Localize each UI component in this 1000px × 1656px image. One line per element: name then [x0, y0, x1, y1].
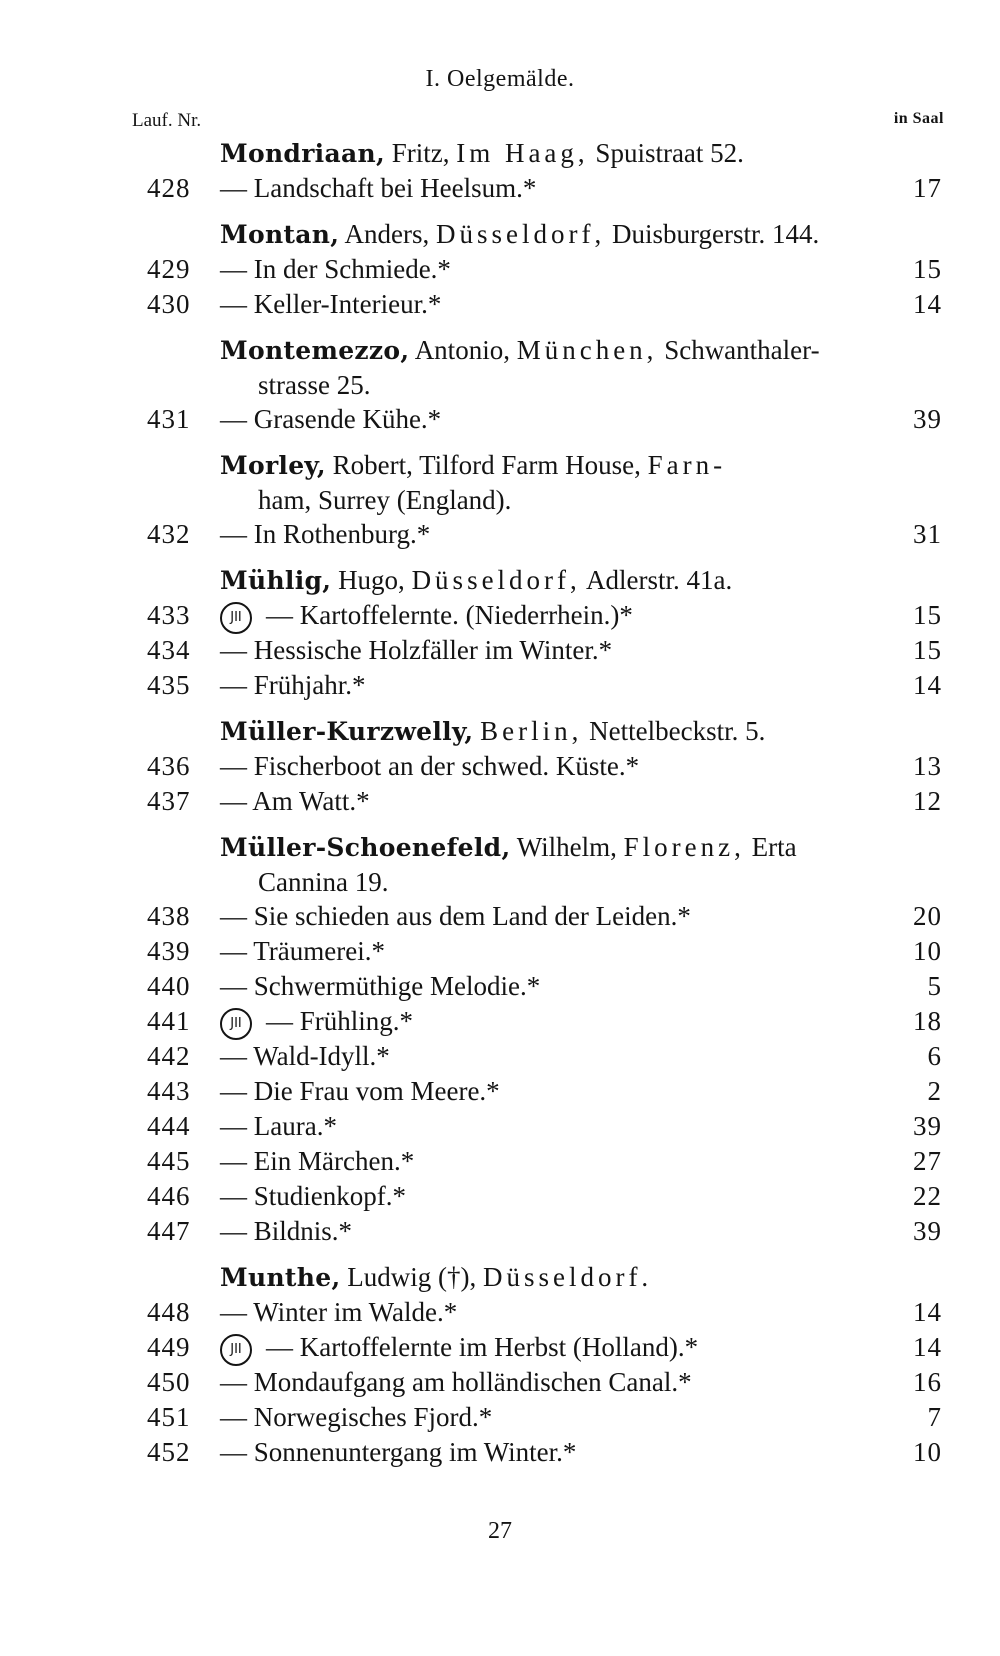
artist-heading [220, 830, 920, 899]
work-title-text: — Studienkopf.* [220, 1181, 406, 1211]
column-header-number: Lauf. Nr. [132, 110, 202, 131]
work-title [220, 171, 536, 206]
artist-entry [0, 136, 1000, 206]
work-title [220, 517, 430, 552]
work-title [220, 934, 385, 969]
catalog-number: 447 [147, 1216, 191, 1246]
catalog-row [0, 1004, 1000, 1039]
catalog-number: 435 [147, 670, 191, 700]
catalog-row [0, 1295, 1000, 1330]
catalog-number: 442 [147, 1041, 191, 1071]
work-title-text: — Fischerboot an der schwed. Küste.* [220, 751, 640, 781]
artist-address: Adlerstr. 41a. [580, 565, 733, 595]
work-title [220, 1144, 414, 1179]
catalog-number: 429 [147, 254, 191, 284]
artist-name: Munthe, [220, 1263, 341, 1292]
hall-number: 13 [913, 751, 942, 781]
work-title [220, 1365, 692, 1400]
artist-address: Düsseldorf. [482, 1262, 653, 1292]
artist-address: Duisburgerstr. 144. [605, 219, 820, 249]
artist-address-continued: ham, Surrey (England). [258, 485, 512, 515]
work-title [220, 749, 639, 784]
work-title [220, 969, 540, 1004]
hall-number: 6 [927, 1041, 942, 1071]
artist-address: Düsseldorf, [411, 565, 581, 595]
catalog-number: 428 [147, 173, 191, 203]
work-title [220, 1004, 413, 1040]
artist-heading [220, 448, 920, 517]
artist-address: Schwanthaler- [657, 335, 820, 365]
work-title [220, 402, 441, 437]
catalog-row [0, 1144, 1000, 1179]
catalog-row [0, 749, 1000, 784]
work-title [220, 1179, 406, 1214]
catalog-number: 434 [147, 635, 191, 665]
catalog-number: 449 [147, 1332, 191, 1362]
catalog-row [0, 1330, 1000, 1365]
catalog-row [0, 1365, 1000, 1400]
artist-entry [0, 714, 1000, 819]
work-title-text: — Sonnenuntergang im Winter.* [220, 1437, 577, 1467]
artist-address: Düsseldorf, [436, 219, 606, 249]
hall-number: 18 [913, 1006, 942, 1036]
artist-address: Im Haag, [456, 138, 589, 168]
catalog-number: 444 [147, 1111, 191, 1141]
work-title-text: — Schwermüthige Melodie.* [220, 971, 541, 1001]
artist-address: München, [516, 335, 658, 365]
artist-entry [0, 448, 1000, 552]
artist-name: Müller-Kurzwelly, [220, 717, 474, 746]
catalog-row [0, 517, 1000, 552]
hall-number: 27 [913, 1146, 942, 1176]
artist-name: Morley, [220, 451, 326, 480]
work-title [220, 1295, 457, 1330]
catalog-row [0, 171, 1000, 206]
hall-number: 12 [913, 786, 942, 816]
catalog-row [0, 668, 1000, 703]
artist-heading [220, 714, 920, 749]
work-title [220, 633, 612, 668]
work-title-text: — Träumerei.* [220, 936, 385, 966]
work-title-text: — Ein Märchen.* [220, 1146, 415, 1176]
artist-address: Antonio, [414, 335, 517, 365]
catalog-number: 430 [147, 289, 191, 319]
catalog-row [0, 1179, 1000, 1214]
work-title [220, 1109, 337, 1144]
work-title-text: — Kartoffelernte. (Niederrhein.)* [266, 600, 633, 630]
artist-entry [0, 217, 1000, 322]
artist-name: Montan, [220, 220, 340, 249]
work-title [220, 668, 366, 703]
work-title-text: — Landschaft bei Heelsum.* [220, 173, 537, 203]
catalog-row [0, 1400, 1000, 1435]
catalog-number: 432 [147, 519, 191, 549]
catalog-number: 436 [147, 751, 191, 781]
catalog-number: 450 [147, 1367, 191, 1397]
artist-address-continued: strasse 25. [258, 370, 371, 400]
catalog-row [0, 252, 1000, 287]
hall-number: 5 [927, 971, 942, 1001]
hall-number: 15 [913, 635, 942, 665]
artist-address: Erta [744, 832, 797, 862]
work-title [220, 1074, 500, 1109]
work-title [220, 784, 370, 819]
hall-number: 17 [913, 173, 942, 203]
hall-number: 16 [913, 1367, 942, 1397]
artist-address: Wilhelm, [516, 832, 624, 862]
work-title-text: — Frühjahr.* [220, 670, 366, 700]
work-title-text: — Laura.* [220, 1111, 337, 1141]
catalog-number: 431 [147, 404, 191, 434]
catalog-number: 441 [147, 1006, 191, 1036]
work-title-text: — Die Frau vom Meere.* [220, 1076, 500, 1106]
work-title-text: — Am Watt.* [220, 786, 370, 816]
artist-heading [220, 136, 920, 171]
catalog-number: 452 [147, 1437, 191, 1467]
page-number: 27 [488, 1518, 512, 1544]
artist-heading [220, 563, 920, 598]
catalog-number: 438 [147, 901, 191, 931]
hall-number: 14 [913, 289, 942, 319]
work-title-text: — Frühling.* [266, 1006, 414, 1036]
catalog-row [0, 1074, 1000, 1109]
artist-address: Hugo, [338, 565, 412, 595]
work-title-text: — Keller-Interieur.* [220, 289, 442, 319]
artist-address: Nettelbeckstr. 5. [582, 716, 766, 746]
artist-name: Müller-Schoenefeld, [220, 833, 511, 862]
artist-entry [0, 333, 1000, 437]
artist-heading [220, 217, 920, 252]
catalog-row [0, 402, 1000, 437]
artist-heading [220, 333, 920, 402]
catalog-number: 439 [147, 936, 191, 966]
catalog-row [0, 934, 1000, 969]
artist-name: Montemezzo, [220, 336, 410, 365]
catalog-number: 433 [147, 600, 191, 630]
artist-entry [0, 1260, 1000, 1470]
work-title [220, 1214, 352, 1249]
work-title-text: — Kartoffelernte im Herbst (Holland).* [266, 1332, 699, 1362]
catalog-number: 437 [147, 786, 191, 816]
hall-number: 22 [913, 1181, 942, 1211]
circled-mark-icon: JII [220, 1334, 252, 1366]
catalog-number: 448 [147, 1297, 191, 1327]
work-title-text: — Grasende Kühe.* [220, 404, 442, 434]
work-title-text: — Sie schieden aus dem Land der Leiden.* [220, 901, 691, 931]
work-title [220, 287, 441, 322]
work-title-text: — Hessische Holzfäller im Winter.* [220, 635, 613, 665]
catalog-number: 446 [147, 1181, 191, 1211]
artist-address: Ludwig (†), [347, 1262, 483, 1292]
artist-entry [0, 830, 1000, 1249]
catalog-row [0, 969, 1000, 1004]
hall-number: 15 [913, 254, 942, 284]
work-title [220, 1330, 698, 1366]
catalog-row [0, 1039, 1000, 1074]
catalog-row [0, 1435, 1000, 1470]
catalog-row [0, 1214, 1000, 1249]
hall-number: 10 [913, 936, 942, 966]
catalog-number: 451 [147, 1402, 191, 1432]
artist-name: Mühlig, [220, 566, 332, 595]
hall-number: 15 [913, 600, 942, 630]
work-title-text: — Mondaufgang am holländischen Canal.* [220, 1367, 692, 1397]
artist-address: Robert, Tilford Farm House, [332, 450, 648, 480]
catalog-row [0, 633, 1000, 668]
artist-heading [220, 1260, 920, 1295]
hall-number: 39 [913, 1111, 942, 1141]
artist-address: Fritz, [391, 138, 457, 168]
work-title [220, 1400, 492, 1435]
work-title [220, 1435, 576, 1470]
work-title [220, 1039, 390, 1074]
hall-number: 2 [927, 1076, 942, 1106]
circled-mark-icon: JII [220, 1008, 252, 1040]
artist-address: Spuistraat 52. [588, 138, 744, 168]
hall-number: 14 [913, 670, 942, 700]
work-title-text: — Bildnis.* [220, 1216, 353, 1246]
work-title-text: — In der Schmiede.* [220, 254, 451, 284]
artist-address: Farn- [647, 450, 727, 480]
hall-number: 14 [913, 1332, 942, 1362]
catalog-row [0, 287, 1000, 322]
artist-address-continued: Cannina 19. [258, 867, 389, 897]
artist-address: Anders, [344, 219, 437, 249]
hall-number: 20 [913, 901, 942, 931]
hall-number: 7 [927, 1402, 942, 1432]
hall-number: 39 [913, 404, 942, 434]
catalog-number: 443 [147, 1076, 191, 1106]
catalog-row [0, 899, 1000, 934]
work-title-text: — Norwegisches Fjord.* [220, 1402, 493, 1432]
artist-entry [0, 563, 1000, 703]
circled-mark-icon: JII [220, 602, 252, 634]
work-title-text: — Winter im Walde.* [220, 1297, 458, 1327]
artist-address: Berlin, [480, 716, 583, 746]
artist-name: Mondriaan, [220, 139, 385, 168]
running-title: I. Oelgemälde. [425, 66, 575, 92]
catalog-number: 445 [147, 1146, 191, 1176]
hall-number: 31 [913, 519, 942, 549]
catalog-row [0, 784, 1000, 819]
work-title [220, 252, 451, 287]
artist-address: Florenz, [623, 832, 745, 862]
work-title-text: — In Rothenburg.* [220, 519, 431, 549]
catalog-entries [0, 136, 1000, 1470]
work-title [220, 598, 633, 634]
work-title [220, 899, 691, 934]
catalog-number: 440 [147, 971, 191, 1001]
catalog-row [0, 1109, 1000, 1144]
work-title-text: — Wald-Idyll.* [220, 1041, 390, 1071]
hall-number: 14 [913, 1297, 942, 1327]
hall-number: 10 [913, 1437, 942, 1467]
column-header-hall: in Saal [893, 110, 944, 127]
catalog-row [0, 598, 1000, 633]
hall-number: 39 [913, 1216, 942, 1246]
